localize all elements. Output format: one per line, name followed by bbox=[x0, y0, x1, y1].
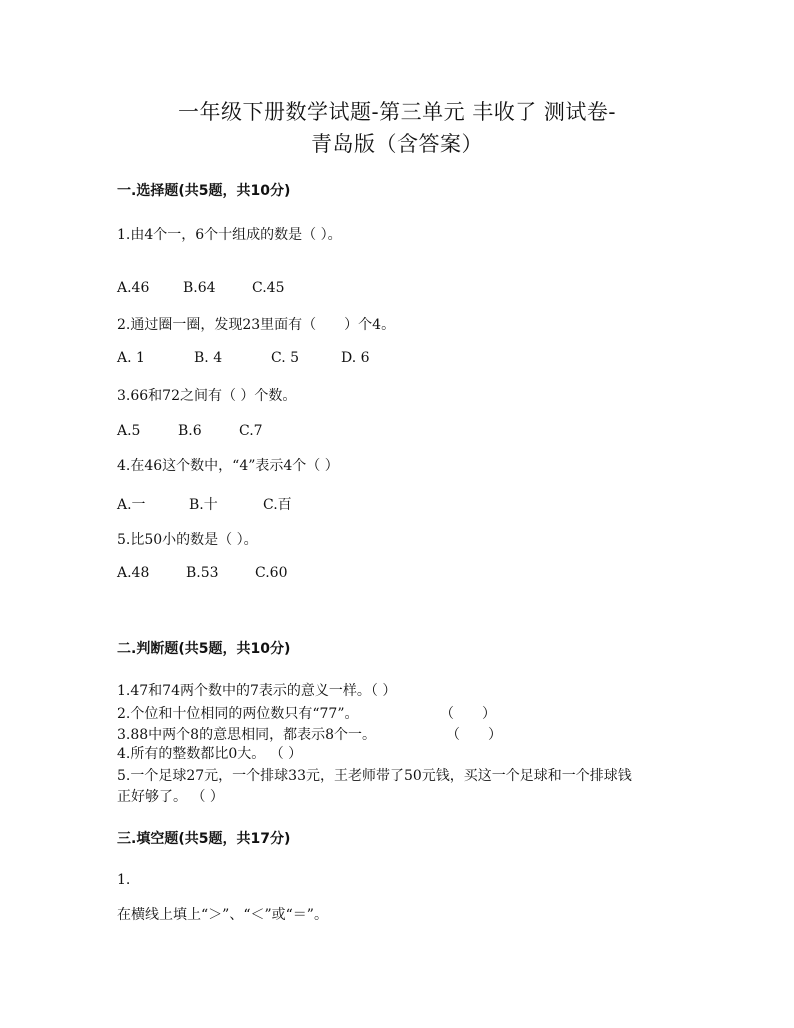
judge-item-2-paren: （ ） bbox=[440, 706, 496, 722]
question-4: 4.在46这个数中，“4”表示4个（ ） bbox=[117, 458, 339, 474]
option-a: A.46 bbox=[117, 280, 150, 296]
option-c: C.45 bbox=[252, 280, 285, 296]
question-1: 1.由4个一，6个十组成的数是（ ）。 bbox=[117, 227, 342, 243]
judge-item-5-cont: 正好够了。 （ ） bbox=[117, 789, 224, 805]
option-a: A. 1 bbox=[117, 350, 145, 366]
section-3-title: 三.填空题(共5题，共17分) bbox=[117, 831, 291, 847]
question-2: 2.通过圈一圈，发现23里面有（ ）个4。 bbox=[117, 317, 396, 333]
section-1-title: 一.选择题(共5题，共10分) bbox=[117, 183, 291, 199]
option-b: B. 4 bbox=[194, 350, 223, 366]
fill-question-1-number: 1. bbox=[117, 872, 131, 888]
option-a: A.一 bbox=[117, 497, 146, 513]
judge-item-5: 5.一个足球27元，一个排球33元，王老师带了50元钱，买这一个足球和一个排球钱 bbox=[117, 768, 632, 784]
option-d: D. 6 bbox=[341, 350, 370, 366]
option-b: B.十 bbox=[189, 497, 218, 513]
judge-item-2: 2.个位和十位相同的两位数只有“77”。 bbox=[117, 706, 359, 722]
option-b: B.53 bbox=[186, 565, 219, 581]
option-a: A.48 bbox=[117, 565, 150, 581]
judge-item-1: 1.47和74两个数中的7表示的意义一样。（ ） bbox=[117, 683, 397, 699]
section-2-title: 二.判断题(共5题，共10分) bbox=[117, 641, 291, 657]
judge-item-3-paren: （ ） bbox=[446, 727, 502, 743]
judge-item-4: 4.所有的整数都比0大。 （ ） bbox=[117, 746, 303, 762]
question-3: 3.66和72之间有（ ）个数。 bbox=[117, 388, 297, 404]
fill-question-1-text: 在横线上填上“＞”、“＜”或“＝”。 bbox=[117, 907, 328, 923]
option-c: C.60 bbox=[255, 565, 288, 581]
judge-item-3: 3.88中两个8的意思相同，都表示8个一。 bbox=[117, 727, 376, 743]
option-c: C.百 bbox=[263, 497, 292, 513]
option-b: B.6 bbox=[178, 423, 202, 439]
question-5: 5.比50小的数是（ ）。 bbox=[117, 532, 258, 548]
option-a: A.5 bbox=[117, 423, 141, 439]
page-title-line-1: 一年级下册数学试题-第三单元 丰收了 测试卷- bbox=[177, 100, 617, 124]
option-b: B.64 bbox=[183, 280, 216, 296]
option-c: C. 5 bbox=[271, 350, 300, 366]
option-c: C.7 bbox=[239, 423, 263, 439]
page-title-line-2: 青岛版（含答案） bbox=[311, 132, 483, 156]
